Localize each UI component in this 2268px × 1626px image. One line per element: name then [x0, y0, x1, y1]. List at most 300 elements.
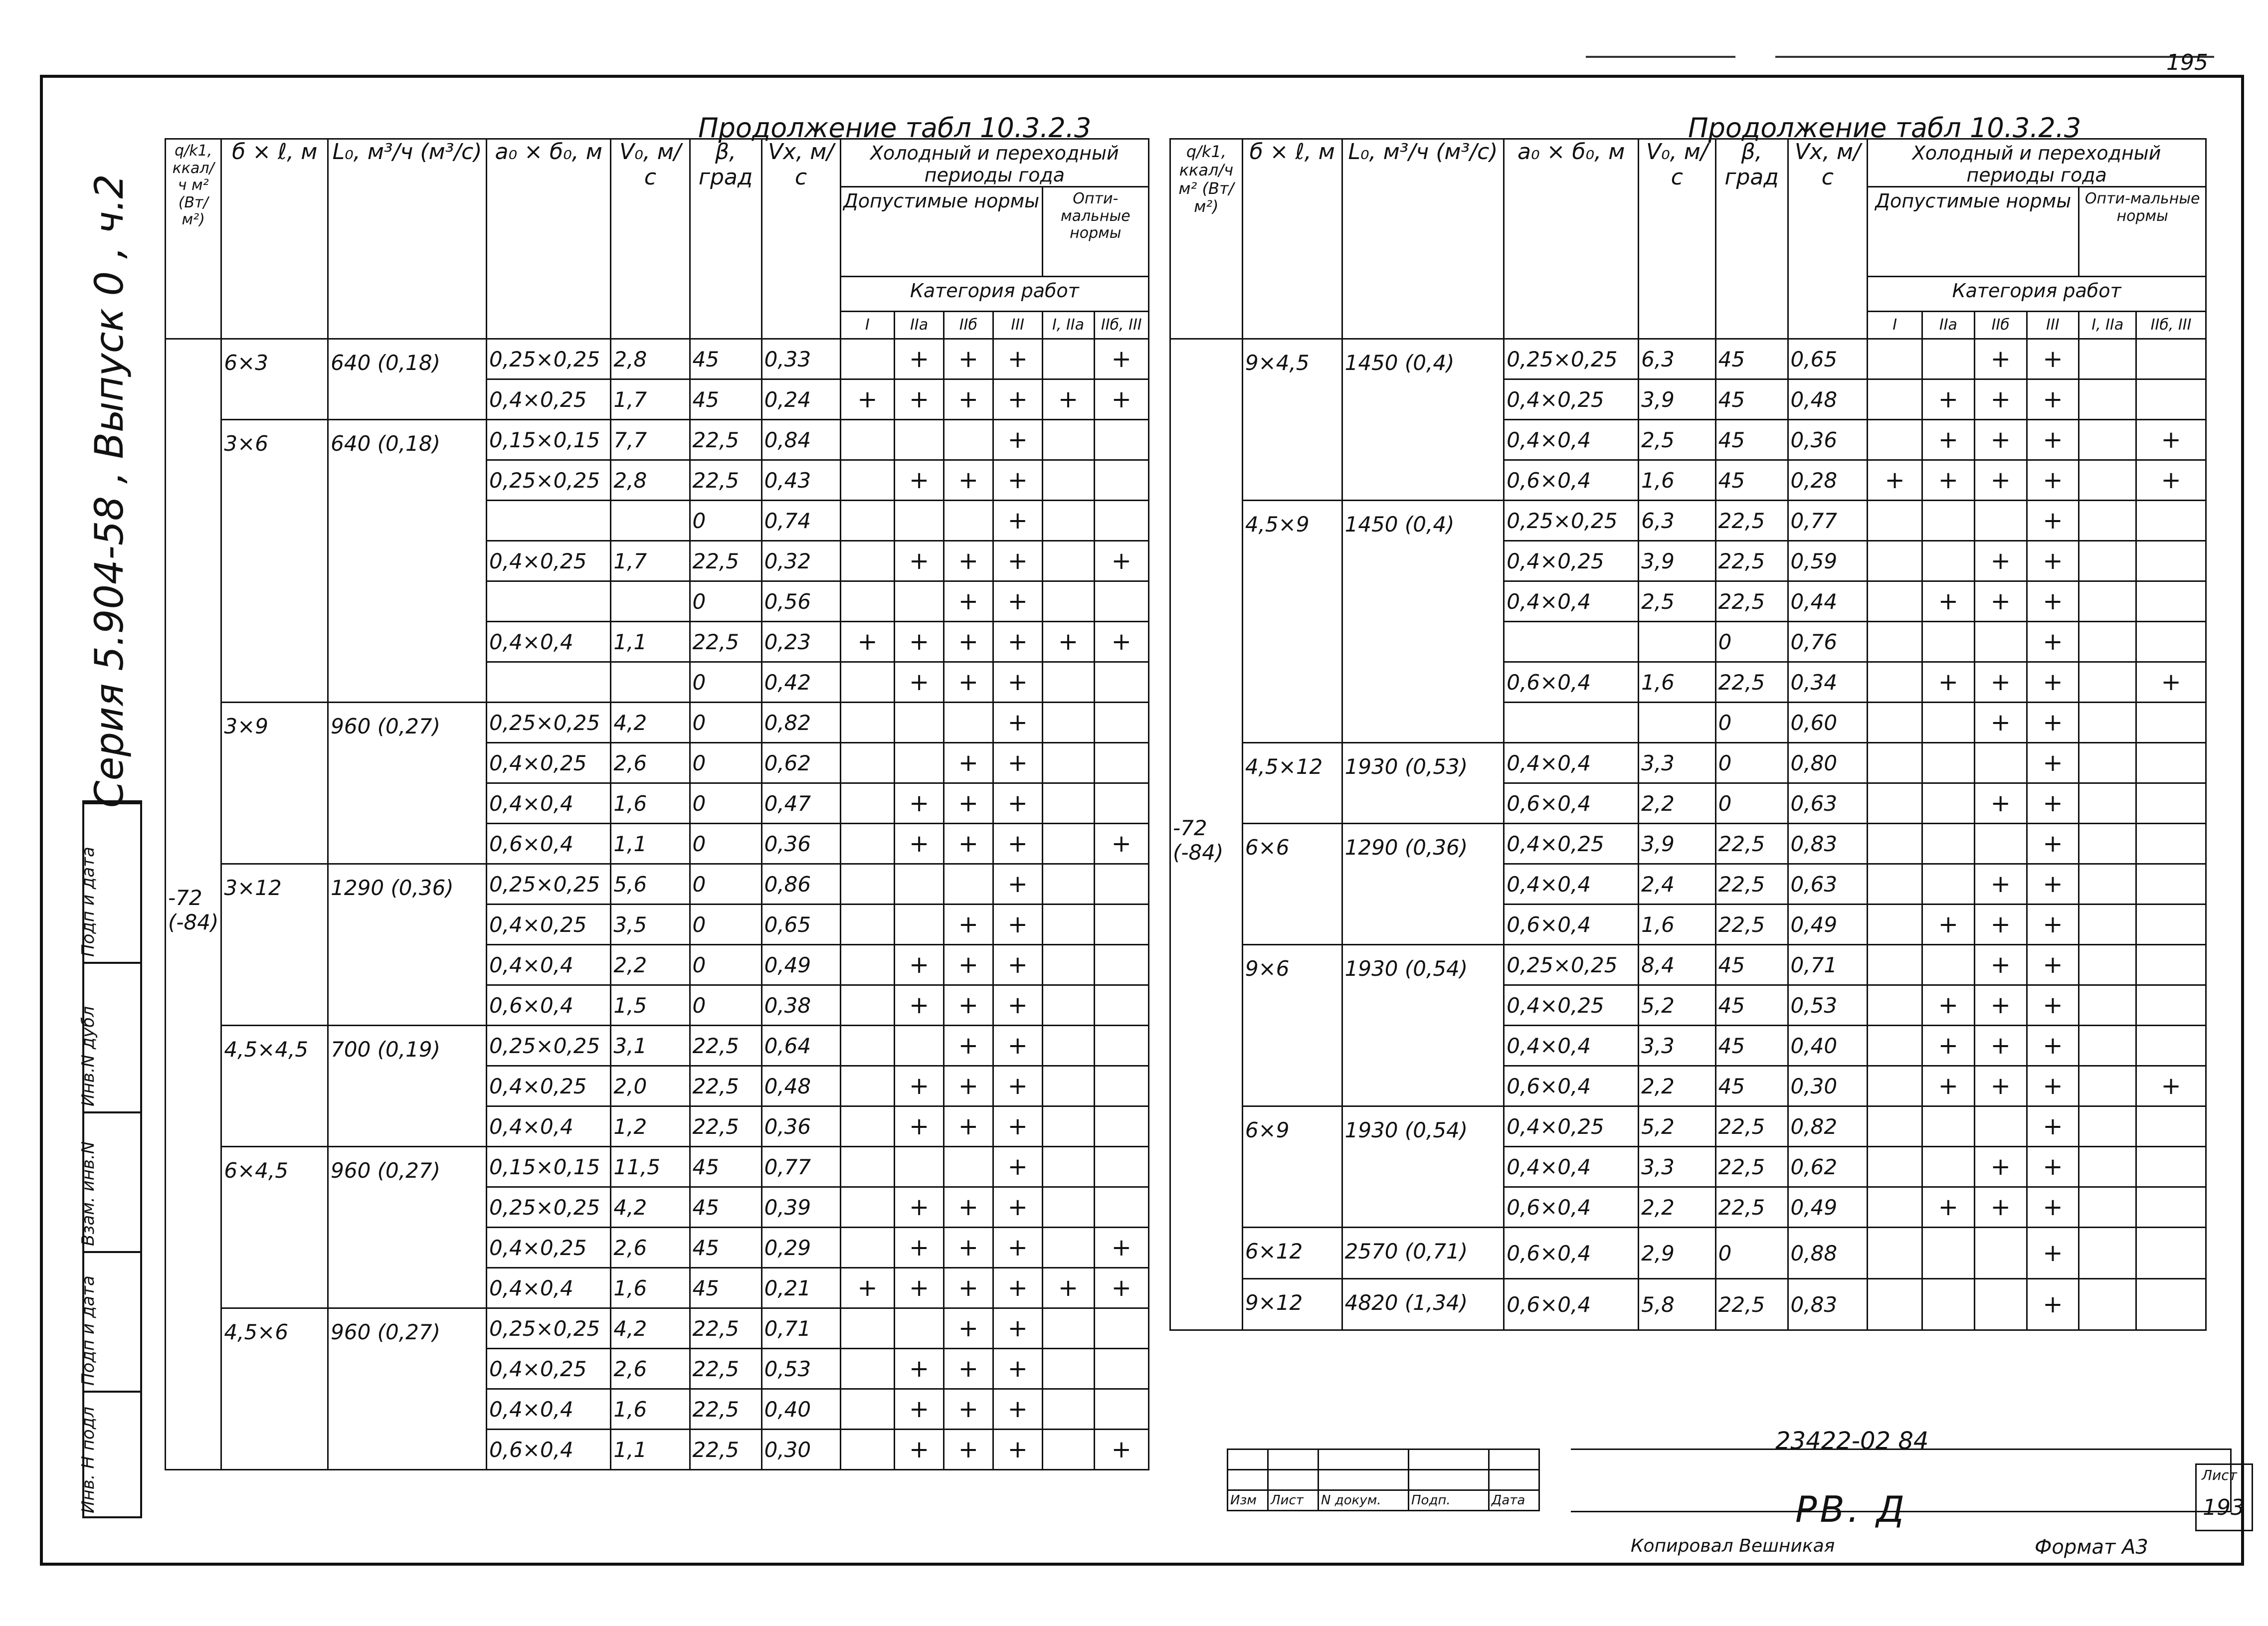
- cell-category-mark: +: [1974, 904, 2027, 945]
- cell-category-mark: [2079, 379, 2136, 420]
- cell-category-mark: +: [993, 1308, 1042, 1349]
- cell-category-mark: [1974, 1106, 2027, 1147]
- cell-category-mark: [1094, 1308, 1148, 1349]
- cell-outlet-size: 0,4×0,4: [1504, 864, 1639, 904]
- cell-outlet-size: 0,25×0,25: [487, 703, 611, 743]
- cell-category-mark: [1868, 904, 1922, 945]
- cat-head: IIб: [1974, 312, 2027, 339]
- cell-category-mark: [2079, 541, 2136, 581]
- cell-angle: 0: [1715, 703, 1788, 743]
- cell-category-mark: [1974, 824, 2027, 864]
- cell-angle: 22,5: [1715, 904, 1788, 945]
- cell-category-mark: [1868, 1228, 1922, 1279]
- cell-outlet-size: 0,6×0,4: [1504, 1228, 1639, 1279]
- stamp-col-label: Изм: [1228, 1490, 1268, 1511]
- cell-category-mark: [1094, 501, 1148, 541]
- cell-room-size: 6×9: [1242, 1106, 1342, 1228]
- cell-category-mark: [1094, 743, 1148, 783]
- col-head-season: Холодный и переходный периоды года: [1868, 139, 2206, 187]
- cell-category-mark: +: [1094, 541, 1148, 581]
- cell-category-mark: +: [944, 1268, 993, 1308]
- col-head-q: q/k1, ккал/ч м² (Вт/м²): [166, 139, 221, 339]
- cell-velocity-out: 3,1: [611, 1026, 690, 1066]
- cell-category-mark: [840, 420, 895, 460]
- cell-category-mark: +: [1974, 1187, 2027, 1228]
- stamp-document-number: 23422-02 84: [1775, 1427, 1929, 1455]
- cell-category-mark: +: [895, 460, 944, 501]
- cell-category-mark: +: [2136, 1066, 2206, 1106]
- cell-velocity-out: 2,2: [1639, 1066, 1716, 1106]
- cell-room-size: 9×4,5: [1242, 339, 1342, 501]
- cell-angle: 0: [690, 501, 761, 541]
- cell-velocity-out: 1,1: [611, 622, 690, 662]
- cell-category-mark: [840, 501, 895, 541]
- cell-angle: 22,5: [1715, 1106, 1788, 1147]
- series-label: Серия 5.904-58 , Выпуск 0 , ч.2: [87, 174, 132, 808]
- cell-room-size: 4,5×4,5: [221, 1026, 328, 1147]
- cell-category-mark: [1868, 581, 1922, 622]
- cell-velocity-out: 2,8: [611, 339, 690, 379]
- cell-category-mark: +: [993, 824, 1042, 864]
- cell-category-mark: [2136, 703, 2206, 743]
- cell-category-mark: +: [944, 783, 993, 824]
- cell-angle: 22,5: [1715, 1187, 1788, 1228]
- cell-outlet-size: 0,4×0,4: [1504, 743, 1639, 783]
- cell-category-mark: [1868, 783, 1922, 824]
- cell-category-mark: [1042, 1308, 1094, 1349]
- cell-angle: 22,5: [690, 1066, 761, 1106]
- cell-room-size: 9×12: [1242, 1279, 1342, 1330]
- cell-category-mark: +: [1974, 581, 2027, 622]
- cell-airflow: 700 (0,19): [328, 1026, 487, 1147]
- cell-velocity-out: [611, 662, 690, 703]
- cell-velocity-out: 2,2: [1639, 1187, 1716, 1228]
- cell-category-mark: [1094, 662, 1148, 703]
- table-row: [166, 1308, 1149, 1349]
- cell-velocity-x: 0,86: [761, 864, 840, 904]
- cell-outlet-size: 0,4×0,4: [1504, 581, 1639, 622]
- cell-category-mark: +: [1094, 1268, 1148, 1308]
- col-head-vx: Vx, м/с: [1788, 139, 1868, 339]
- cell-category-mark: [1094, 581, 1148, 622]
- cell-velocity-x: 0,38: [761, 985, 840, 1026]
- cell-category-mark: [2136, 1187, 2206, 1228]
- cell-category-mark: [1974, 743, 2027, 783]
- cell-outlet-size: 0,6×0,4: [1504, 460, 1639, 501]
- cell-category-mark: +: [1094, 1228, 1148, 1268]
- cell-category-mark: [1042, 783, 1094, 824]
- cell-category-mark: [2136, 501, 2206, 541]
- cell-angle: 45: [1715, 420, 1788, 460]
- cell-category-mark: +: [1974, 945, 2027, 985]
- cell-category-mark: [1974, 622, 2027, 662]
- cell-category-mark: [1094, 1026, 1148, 1066]
- table-row: [1170, 945, 2206, 985]
- cat-head: III: [993, 312, 1042, 339]
- cell-velocity-x: 0,47: [761, 783, 840, 824]
- cell-angle: 22,5: [1715, 1147, 1788, 1187]
- cell-category-mark: [1868, 703, 1922, 743]
- cell-category-mark: [840, 541, 895, 581]
- cell-category-mark: [840, 1349, 895, 1389]
- cell-velocity-x: 0,80: [1788, 743, 1868, 783]
- stamp-col-label: Лист: [1268, 1490, 1319, 1511]
- cell-outlet-size: 0,4×0,25: [487, 541, 611, 581]
- cell-velocity-out: 2,2: [1639, 783, 1716, 824]
- cell-category-mark: +: [944, 379, 993, 420]
- cell-category-mark: [1868, 1026, 1922, 1066]
- cell-velocity-out: 1,6: [1639, 460, 1716, 501]
- cell-category-mark: +: [1974, 783, 2027, 824]
- cell-category-mark: +: [2027, 420, 2079, 460]
- cell-outlet-size: 0,6×0,4: [1504, 662, 1639, 703]
- cell-angle: 22,5: [690, 1389, 761, 1430]
- cell-angle: 22,5: [690, 420, 761, 460]
- cell-category-mark: +: [1094, 379, 1148, 420]
- cell-category-mark: [1868, 985, 1922, 1026]
- cell-category-mark: [2136, 379, 2206, 420]
- cell-category-mark: +: [1922, 581, 1975, 622]
- cell-angle: 45: [690, 379, 761, 420]
- cell-category-mark: +: [944, 662, 993, 703]
- revision-cell: [1489, 1449, 1539, 1470]
- cell-category-mark: [1868, 1147, 1922, 1187]
- revision-cell: [1268, 1470, 1319, 1490]
- cell-category-mark: [840, 1389, 895, 1430]
- cell-airflow: 1450 (0,4): [1342, 339, 1504, 501]
- cell-angle: 0: [690, 743, 761, 783]
- cell-category-mark: [1974, 501, 2027, 541]
- cell-category-mark: [1868, 379, 1922, 420]
- cell-outlet-size: 0,4×0,4: [487, 783, 611, 824]
- cell-category-mark: +: [2136, 460, 2206, 501]
- cell-category-mark: +: [1974, 541, 2027, 581]
- cell-category-mark: [1042, 985, 1094, 1026]
- table-row: [166, 703, 1149, 743]
- cell-category-mark: +: [1974, 339, 2027, 379]
- cell-category-mark: +: [993, 1430, 1042, 1470]
- cell-category-mark: [2079, 703, 2136, 743]
- cell-category-mark: [1868, 1187, 1922, 1228]
- cell-category-mark: [1042, 1106, 1094, 1147]
- cell-velocity-x: 0,74: [761, 501, 840, 541]
- cell-outlet-size: 0,25×0,25: [487, 460, 611, 501]
- cell-category-mark: +: [2027, 824, 2079, 864]
- cell-outlet-size: 0,4×0,25: [1504, 1106, 1639, 1147]
- cell-category-mark: [2136, 1279, 2206, 1330]
- cell-category-mark: [2079, 622, 2136, 662]
- cell-category-mark: [840, 1026, 895, 1066]
- cell-category-mark: +: [944, 945, 993, 985]
- cell-velocity-out: 2,2: [611, 945, 690, 985]
- cell-velocity-out: 1,6: [611, 1268, 690, 1308]
- cell-outlet-size: 0,4×0,25: [487, 379, 611, 420]
- cell-airflow: 960 (0,27): [328, 1308, 487, 1470]
- table-row: [1170, 824, 2206, 864]
- cell-category-mark: [840, 1187, 895, 1228]
- cell-room-size: 6×12: [1242, 1228, 1342, 1279]
- cell-category-mark: [1094, 703, 1148, 743]
- cell-category-mark: +: [840, 622, 895, 662]
- cell-category-mark: [1922, 541, 1975, 581]
- cell-category-mark: +: [993, 541, 1042, 581]
- cell-category-mark: [1868, 541, 1922, 581]
- cell-category-mark: +: [1974, 662, 2027, 703]
- cell-category-mark: [840, 1228, 895, 1268]
- cell-category-mark: [840, 581, 895, 622]
- cell-category-mark: [1042, 945, 1094, 985]
- stamp-col-label: N докум.: [1319, 1490, 1409, 1511]
- strip-cell: Инв.N дубл: [84, 962, 140, 1111]
- cell-velocity-out: 4,2: [611, 1308, 690, 1349]
- cell-category-mark: [1868, 945, 1922, 985]
- cell-angle: 0: [1715, 783, 1788, 824]
- cell-category-mark: [895, 1147, 944, 1187]
- cell-category-mark: +: [895, 1349, 944, 1389]
- cell-category-mark: [1922, 743, 1975, 783]
- cell-outlet-size: 0,4×0,4: [487, 1389, 611, 1430]
- cell-category-mark: +: [2027, 945, 2079, 985]
- cell-category-mark: [944, 864, 993, 904]
- cell-room-size: 4,5×12: [1242, 743, 1342, 824]
- cell-velocity-x: 0,34: [1788, 662, 1868, 703]
- cell-outlet-size: 0,6×0,4: [1504, 1279, 1639, 1330]
- cell-velocity-x: 0,83: [1788, 824, 1868, 864]
- cat-head: IIб: [944, 312, 993, 339]
- cell-velocity-x: 0,24: [761, 379, 840, 420]
- cell-velocity-x: 0,36: [761, 1106, 840, 1147]
- cell-category-mark: [2079, 1228, 2136, 1279]
- cell-angle: 45: [690, 1187, 761, 1228]
- cell-category-mark: [1922, 1279, 1975, 1330]
- cell-velocity-out: 3,3: [1639, 1026, 1716, 1066]
- cell-category-mark: +: [993, 622, 1042, 662]
- cell-velocity-x: 0,30: [1788, 1066, 1868, 1106]
- cell-velocity-x: 0,62: [1788, 1147, 1868, 1187]
- cell-category-mark: +: [1974, 703, 2027, 743]
- cell-category-mark: +: [1974, 985, 2027, 1026]
- cell-outlet-size: 0,4×0,4: [487, 1268, 611, 1308]
- cell-outlet-size: 0,15×0,15: [487, 420, 611, 460]
- cell-category-mark: +: [2027, 460, 2079, 501]
- cell-category-mark: +: [1974, 460, 2027, 501]
- cell-angle: 45: [690, 1147, 761, 1187]
- cell-category-mark: +: [993, 460, 1042, 501]
- cell-category-mark: +: [2027, 662, 2079, 703]
- cell-category-mark: [1094, 1187, 1148, 1228]
- cell-outlet-size: [487, 662, 611, 703]
- cell-velocity-x: 0,36: [761, 824, 840, 864]
- cell-outlet-size: 0,4×0,4: [487, 945, 611, 985]
- cell-outlet-size: [487, 581, 611, 622]
- cell-category-mark: +: [993, 864, 1042, 904]
- cell-velocity-x: 0,65: [761, 904, 840, 945]
- cell-heat-load: -72 (-84): [1170, 339, 1243, 1330]
- cell-category-mark: [2079, 1279, 2136, 1330]
- cell-outlet-size: 0,25×0,25: [1504, 501, 1639, 541]
- stamp-col-label: Подп.: [1409, 1490, 1489, 1511]
- cell-category-mark: [840, 783, 895, 824]
- cell-velocity-out: 3,9: [1639, 824, 1716, 864]
- cell-angle: 22,5: [690, 541, 761, 581]
- cell-velocity-x: 0,59: [1788, 541, 1868, 581]
- cell-category-mark: +: [895, 824, 944, 864]
- cell-category-mark: +: [1922, 985, 1975, 1026]
- cell-category-mark: [2136, 1228, 2206, 1279]
- cell-airflow: 1450 (0,4): [1342, 501, 1504, 743]
- cell-outlet-size: 0,4×0,4: [487, 1106, 611, 1147]
- cell-category-mark: [840, 864, 895, 904]
- cell-category-mark: +: [944, 824, 993, 864]
- cell-velocity-out: 1,7: [611, 541, 690, 581]
- cell-velocity-x: 0,82: [1788, 1106, 1868, 1147]
- cell-velocity-out: 2,5: [1639, 581, 1716, 622]
- cell-category-mark: +: [993, 420, 1042, 460]
- cell-velocity-x: 0,82: [761, 703, 840, 743]
- cell-airflow: 1930 (0,54): [1342, 1106, 1504, 1228]
- cell-outlet-size: 0,4×0,25: [487, 743, 611, 783]
- cell-category-mark: [2079, 1147, 2136, 1187]
- cell-category-mark: [1094, 460, 1148, 501]
- cell-velocity-x: 0,43: [761, 460, 840, 501]
- cell-category-mark: +: [993, 1147, 1042, 1187]
- cat-head: IIа: [1922, 312, 1975, 339]
- cell-velocity-out: 6,3: [1639, 339, 1716, 379]
- cell-category-mark: +: [895, 379, 944, 420]
- revision-table: [1227, 1448, 1540, 1511]
- cell-angle: 45: [690, 339, 761, 379]
- col-head-ab: a₀ × б₀, м: [1504, 139, 1639, 339]
- cell-angle: 22,5: [690, 1349, 761, 1389]
- cell-heat-load: -72 (-84): [166, 339, 221, 1470]
- cell-velocity-out: 1,6: [1639, 662, 1716, 703]
- cell-room-size: 6×6: [1242, 824, 1342, 945]
- cell-room-size: 3×9: [221, 703, 328, 864]
- cell-category-mark: +: [895, 1430, 944, 1470]
- cell-angle: 0: [690, 783, 761, 824]
- cell-category-mark: [840, 945, 895, 985]
- cell-category-mark: +: [2027, 985, 2079, 1026]
- col-head-optimal: Опти-мальные нормы: [2079, 187, 2206, 277]
- cell-category-mark: [1974, 1279, 2027, 1330]
- cell-velocity-out: 2,0: [611, 1066, 690, 1106]
- cell-category-mark: [2079, 662, 2136, 703]
- cell-category-mark: +: [944, 1389, 993, 1430]
- cell-velocity-out: 5,2: [1639, 985, 1716, 1026]
- cell-velocity-x: 0,48: [1788, 379, 1868, 420]
- cell-category-mark: +: [993, 581, 1042, 622]
- cell-category-mark: +: [895, 945, 944, 985]
- cell-outlet-size: 0,25×0,25: [487, 339, 611, 379]
- col-head-category: Категория работ: [1868, 277, 2206, 312]
- cell-room-size: 6×3: [221, 339, 328, 420]
- cell-outlet-size: 0,6×0,4: [1504, 1187, 1639, 1228]
- cell-category-mark: +: [1042, 622, 1094, 662]
- col-head-beta: β, град: [690, 139, 761, 339]
- strip-cell: Инв. Н подл: [84, 1391, 140, 1518]
- cell-angle: 22,5: [1715, 662, 1788, 703]
- cell-category-mark: [2079, 783, 2136, 824]
- cell-velocity-out: 1,6: [1639, 904, 1716, 945]
- cell-velocity-x: 0,21: [761, 1268, 840, 1308]
- cell-angle: 0: [690, 824, 761, 864]
- cell-category-mark: [1868, 339, 1922, 379]
- header-line: [1586, 56, 1735, 58]
- cell-angle: 22,5: [690, 1106, 761, 1147]
- cell-angle: 45: [690, 1268, 761, 1308]
- cell-category-mark: [895, 1308, 944, 1349]
- cell-angle: 22,5: [1715, 1279, 1788, 1330]
- revision-cell: [1228, 1449, 1268, 1470]
- cell-category-mark: +: [895, 1066, 944, 1106]
- cell-category-mark: [895, 1026, 944, 1066]
- cell-category-mark: [1868, 1066, 1922, 1106]
- cell-category-mark: +: [895, 339, 944, 379]
- cell-category-mark: +: [944, 1066, 993, 1106]
- cell-category-mark: +: [2027, 541, 2079, 581]
- cell-category-mark: +: [1922, 1066, 1975, 1106]
- cell-category-mark: [1042, 1147, 1094, 1187]
- cell-category-mark: +: [2027, 703, 2079, 743]
- cell-velocity-x: 0,40: [761, 1389, 840, 1430]
- cell-velocity-out: 1,1: [611, 1430, 690, 1470]
- cell-category-mark: +: [1974, 864, 2027, 904]
- cell-velocity-out: 3,9: [1639, 379, 1716, 420]
- cell-outlet-size: 0,6×0,4: [487, 1430, 611, 1470]
- cell-velocity-x: 0,83: [1788, 1279, 1868, 1330]
- cell-category-mark: [2079, 420, 2136, 460]
- cell-category-mark: +: [1922, 662, 1975, 703]
- cell-outlet-size: 0,6×0,4: [1504, 904, 1639, 945]
- revision-cell: [1409, 1449, 1489, 1470]
- cell-angle: 22,5: [1715, 541, 1788, 581]
- cell-category-mark: [1042, 1389, 1094, 1430]
- cell-category-mark: +: [1974, 379, 2027, 420]
- cell-category-mark: +: [993, 783, 1042, 824]
- cell-angle: 0: [690, 703, 761, 743]
- page-corner-number: 195: [2166, 50, 2208, 75]
- cell-velocity-x: 0,33: [761, 339, 840, 379]
- table-row: [1170, 1106, 2206, 1147]
- cell-category-mark: +: [944, 743, 993, 783]
- cell-outlet-size: 0,4×0,25: [1504, 541, 1639, 581]
- cell-category-mark: [1868, 743, 1922, 783]
- cell-velocity-x: 0,42: [761, 662, 840, 703]
- cell-velocity-x: 0,71: [1788, 945, 1868, 985]
- cell-velocity-out: 4,2: [611, 703, 690, 743]
- cell-category-mark: [1042, 581, 1094, 622]
- cell-category-mark: [1094, 1066, 1148, 1106]
- cell-airflow: 1930 (0,53): [1342, 743, 1504, 824]
- table-row: [1170, 501, 2206, 541]
- cell-outlet-size: 0,4×0,25: [487, 904, 611, 945]
- cell-category-mark: [840, 1106, 895, 1147]
- cell-category-mark: [895, 501, 944, 541]
- cell-category-mark: [1094, 904, 1148, 945]
- cell-category-mark: [1094, 945, 1148, 985]
- cell-category-mark: [2136, 783, 2206, 824]
- cell-category-mark: +: [1974, 1066, 2027, 1106]
- cell-category-mark: [2079, 1187, 2136, 1228]
- cat-head: I, IIа: [2079, 312, 2136, 339]
- cell-category-mark: [1868, 1106, 1922, 1147]
- cell-category-mark: +: [1094, 339, 1148, 379]
- cell-category-mark: [1868, 864, 1922, 904]
- cell-velocity-x: 0,88: [1788, 1228, 1868, 1279]
- cell-category-mark: [1922, 622, 1975, 662]
- col-head-vx: Vx, м/с: [761, 139, 840, 339]
- cell-category-mark: [1922, 1147, 1975, 1187]
